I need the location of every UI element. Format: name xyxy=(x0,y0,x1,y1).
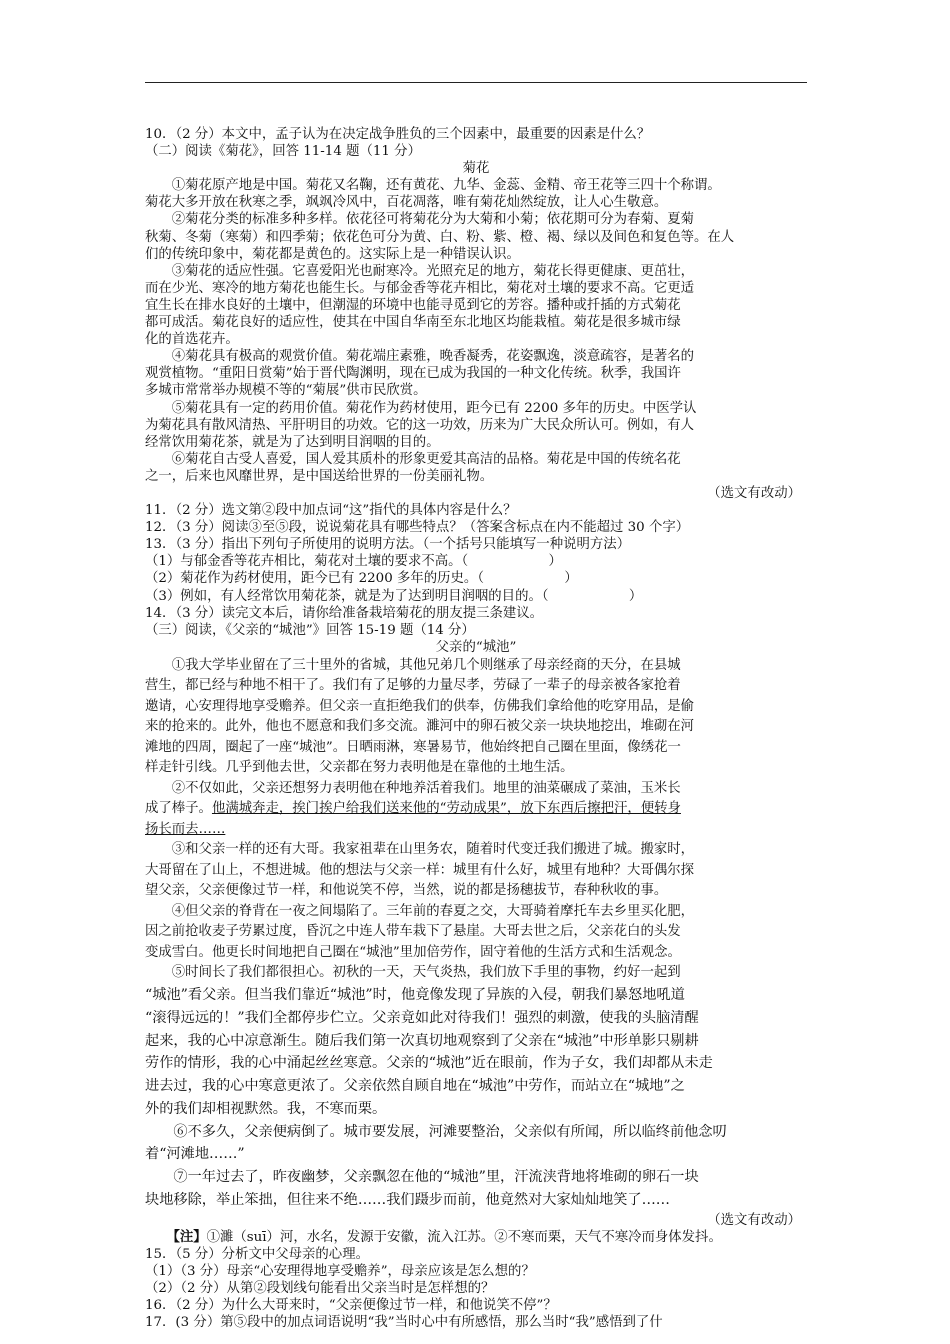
text-line: 们的传统印象中，菊花都是黄色的。这实际上是一种错误认识。 xyxy=(145,246,520,262)
text-line: 之一，后来也风靡世界，是中国送给世界的一份美丽礼物。 xyxy=(145,468,494,484)
text-line: 观赏植物。“重阳日赏菊”始于晋代陶渊明，现在已成为我国的一种文化传统。秋季，我国许 xyxy=(145,366,681,382)
question-line: （3）例如，有人经常饮用菊花茶，就是为了达到明目润咽的目的。（ ） xyxy=(145,588,643,604)
text-line: 营生，都已经与种地不相干了。我们有了足够的力量尽孝，劳碌了一辈子的母亲被各家抢着 xyxy=(145,678,681,694)
text-line: ②菊花分类的标准多种多样。依花径可将菊花分为大菊和小菊；依花期可分为春菊、夏菊 xyxy=(171,212,695,228)
question-line: 17．(3 分）第⑤段中的加点词语说明“我”当时心中有所感悟，那么当时“我”感悟到了什 xyxy=(145,1315,663,1331)
text-line: ④但父亲的脊背在一夜之间塌陷了。三年前的春夏之交，大哥骑着摩托车去乡里买化肥， xyxy=(171,903,695,919)
text-line: 滩地的四周，圈起了一座“城池”。日晒雨淋，寒暑易节，他始终把自己圈在里面，像绣花一 xyxy=(145,739,681,755)
text-line: 变成雪白。他更长时间地把自己圈在“城池”里加倍劳作，固守着他的生活方式和生活观念。 xyxy=(145,944,681,960)
text-line: 秋菊、冬菊（寒菊）和四季菊；依花色可分为黄、白、粉、紫、橙、褐、绿以及间色和复色等。在人 xyxy=(145,229,735,245)
chrysanthemum-title: 菊花 xyxy=(462,161,490,177)
footnote-text: ①濉（suī）河，水名，发源于安徽，流入江苏。②不寒而栗，天气不寒冷而身体发抖。 xyxy=(206,1229,722,1245)
text-line: 而在少光、寒冷的地方菊花也能生长。与郁金香等花卉相比，菊花对土壤的要求不高。它更适 xyxy=(145,280,695,296)
question-line: 16．（2 分）为什么大哥来时，“父亲便像过节一样，和他说笑不停”？ xyxy=(145,1298,557,1314)
text-line: ⑦一年过去了，昨夜幽梦，父亲飘忽在他的“城池”里，汗流浃背地将堆砌的卵石一块 xyxy=(173,1169,699,1186)
text-line: 经常饮用菊花茶，就是为了达到明目润咽的目的。 xyxy=(145,434,440,450)
questions-11-14 xyxy=(145,502,807,622)
question-line: （2）（2 分）从第②段划线句能看出父亲当时是怎样想的？ xyxy=(145,1281,495,1297)
text-line: ⑤时间长了我们都很担心。初秋的一天，天气炎热，我们放下手里的事物，约好一起到 xyxy=(171,965,681,981)
text-line: ②不仅如此，父亲还想努力表明他在种地养活着我们。地里的油菜碾成了菜油，玉米长 xyxy=(171,780,681,796)
question-line: 14．（3 分）读完文本后，请你给准备栽培菊花的朋友提三条建议。 xyxy=(145,605,544,621)
father-title: 父亲的“城池” xyxy=(435,639,517,655)
question-line: （2）菊花作为药材使用，距今已有 2200 多年的历史。（ ） xyxy=(145,571,578,587)
question-10: 10．（2 分）本文中，孟子认为在决定战争胜负的三个因素中，最重要的因素是什么？ xyxy=(145,127,651,142)
question-line: 12．（3 分）阅读③至⑤段，说说菊花具有哪些特点？（答案含标点在内不能超过 30 个字） xyxy=(145,520,690,536)
text-line: ⑥不多久，父亲便病倒了。城市要发展，河滩要整治，父亲似有所闻，所以临终前他念叨 xyxy=(173,1123,727,1140)
text-line: 来的抢来的。此外，他也不愿意和我们多交流。濉河中的卵石被父亲一块块地挖出，堆砌在河 xyxy=(145,719,695,735)
part3-heading: （三）阅读，《父亲的“城池”》回答 15-19 题（14 分） xyxy=(145,622,475,638)
text-line: 邀请，心安理得地享受赡养。但父亲一直拒绝我们的供奉，仿佛我们拿给他的吃穿用品，是偷 xyxy=(145,698,695,714)
text-line: 样走针引线。几乎到他去世，父亲都在努力表明他是在靠他的土地生活。 xyxy=(145,760,574,776)
text-line: 多城市常常举办规模不等的“菊展”供市民欣赏。 xyxy=(145,383,427,399)
text-line: 宜生长在排水良好的土壤中，但潮湿的环境中也能寻觅到它的芳容。播种或扦插的方式菊花 xyxy=(145,297,681,313)
text-line: “滚得远远的！”我们全都停步伫立。父亲竟如此对待我们！强烈的刺激，使我的头脑清醒 xyxy=(145,1009,699,1026)
header-rule xyxy=(145,82,807,83)
text-line: ⑥菊花自古受人喜爱，国人爱其质朴的形象更爱其高洁的品格。菊花是中国的传统名花 xyxy=(171,451,681,467)
underlined-sentence: 扬长而去…… xyxy=(145,821,226,837)
text-line: 菊花大多开放在秋寒之季，飒飒冷风中，百花凋落，唯有菊花灿然绽放，让人心生敬意。 xyxy=(145,195,668,211)
text-line xyxy=(145,799,807,820)
text-line: 都可成活。菊花良好的适应性，使其在中国自华南至东北地区均能栽植。菊花是很多城市绿 xyxy=(145,315,681,331)
text-line: ④菊花具有极高的观赏价值。菊花端庄素雅，晚香凝秀，花姿飘逸，淡意疏容，是著名的 xyxy=(171,349,695,365)
source-note: （选文有改动） xyxy=(707,1212,801,1228)
text-line: ③和父亲一样的还有大哥。我家祖辈在山里务农，随着时代变迁我们搬进了城。搬家时， xyxy=(171,842,695,858)
question-line: （1）与郁金香等花卉相比，菊花对土壤的要求不高。（ ） xyxy=(145,554,562,570)
text-line: 劳作的情形，我的心中涌起丝丝寒意。父亲的“城池”近在眼前，作为子女，我们却都从未走 xyxy=(145,1055,713,1072)
text-line: ①我大学毕业留在了三十里外的省城，其他兄弟几个则继承了母亲经商的天分，在县城 xyxy=(171,657,681,673)
questions-15-17 xyxy=(145,1246,807,1331)
text-line xyxy=(145,820,807,841)
text-line: ①菊花原产地是中国。菊花又名鞠，还有黄花、九华、金蕊、金精、帝王花等三四十个称谓。 xyxy=(171,178,721,194)
text-line: ⑤菊花具有一定的药用价值。菊花作为药材使用，距今已有 2200 多年的历史。中医学认 xyxy=(171,400,697,416)
source-note: （选文有改动） xyxy=(707,485,801,501)
plain-text: 成了棒子。 xyxy=(145,801,212,817)
part2-heading: （二）阅读《菊花》，回答 11-14 题（11 分） xyxy=(145,144,421,160)
father-text xyxy=(145,656,807,1212)
text-line: 进去过，我的心中寒意更浓了。父亲依然自顾自地在“城池”中劳作，而站立在“城地”之 xyxy=(145,1078,685,1095)
question-line: （1）（3 分）母亲“心安理得地享受赡养”，母亲应该是怎么想的？ xyxy=(145,1264,535,1280)
chrysanthemum-text xyxy=(145,177,807,502)
exam-page xyxy=(145,126,807,1332)
footnote-label: 【注】 xyxy=(166,1228,207,1245)
text-line: “城池”看父亲。但当我们靠近“城池”时，他竟像发现了异族的入侵，朝我们暴怒地吼道 xyxy=(145,986,685,1003)
text-line: 望父亲，父亲便像过节一样，和他说笑不停，当然，说的都是扬穗拔节，春种秋收的事。 xyxy=(145,883,668,899)
text-line: 起来，我的心中凉意渐生。随后我们第一次真切地观察到了父亲在“城池”中形单影只剔耕 xyxy=(145,1032,699,1049)
text-line: 块地移除，举止笨拙，但往来不绝……我们蹑步而前，他竟然对大家灿灿地笑了…… xyxy=(145,1192,670,1209)
footnote xyxy=(145,1229,807,1246)
question-line: 11．（2 分）选文第②段中加点词“这”指代的具体内容是什么？ xyxy=(145,503,517,519)
question-line: 13．（3 分）指出下列句子所使用的说明方法。（一个括号只能填写一种说明方法） xyxy=(145,537,631,553)
underlined-sentence: 他满城奔走，挨门挨户给我们送来他的“劳动成果”，放下东西后擦把汗，便转身 xyxy=(211,801,681,817)
text-line: 大哥留在了山上，不想进城。他的想法与父亲一样：城里有什么好，城里有地种？大哥偶尔探 xyxy=(145,862,695,878)
text-line: 为菊花具有散风清热、平肝明目的功效。它的这一功效，历来为广大民众所认可。例如，有人 xyxy=(145,417,695,433)
text-line: 因之前抢收麦子劳累过度，昏沉之中连人带车栽下了悬崖。大哥去世之后，父亲花白的头发 xyxy=(145,924,681,940)
text-line: 外的我们却相视默然。我，不寒而栗。 xyxy=(145,1100,387,1117)
text-line: 着“河滩地……” xyxy=(145,1146,245,1163)
text-line: 化的首选花卉。 xyxy=(145,332,239,348)
text-line: ③菊花的适应性强。它喜爱阳光也耐寒冷。光照充足的地方，菊花长得更健康、更茁壮， xyxy=(171,263,695,279)
question-line: 15．（5 分）分析文中父母亲的心理。 xyxy=(145,1247,369,1263)
